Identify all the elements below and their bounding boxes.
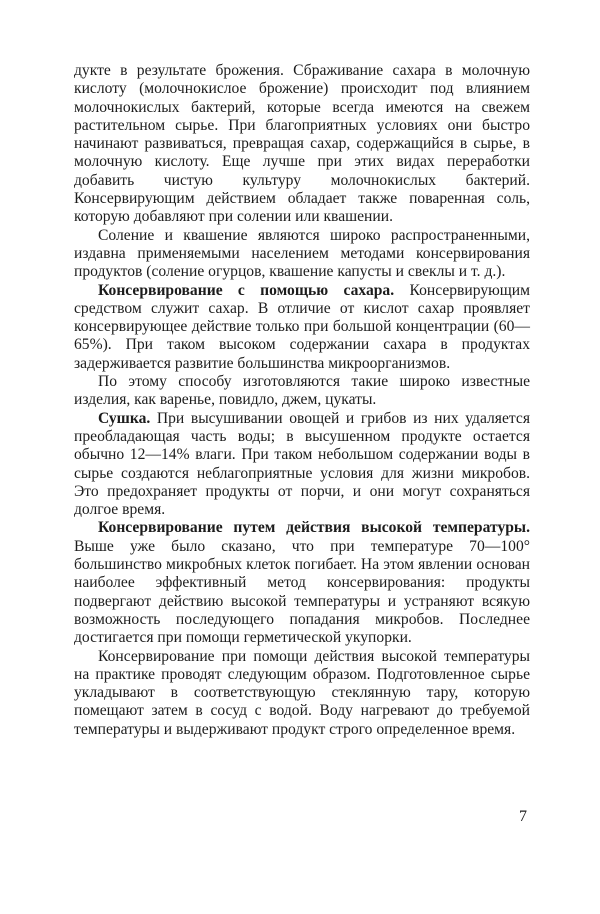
section-heading-heat: Консервирование путем действия высокой температуры.: [98, 519, 530, 537]
page-body: [74, 62, 530, 739]
paragraph-heat-preservation: [74, 519, 530, 647]
page-number: 7: [519, 808, 527, 825]
paragraph-text: Соление и квашение являются широко распространенными, издавна применяемыми населением методами консервирования продуктов (соление огурцов, квашение капусты и свеклы и т. д.).: [74, 226, 530, 281]
paragraph-salting: [74, 227, 530, 282]
paragraph-drying: [74, 410, 530, 520]
paragraph-text: Консервирование при помощи действия высокой температуры на практике проводят следующим образом. Подготовленное сырье укладывают в соответствующую стеклянную тару, которую помещают затем в сосуд с водой. Воду нагревают до требуемой температуры и выдерживают продукт строго определенное время.: [74, 647, 530, 738]
section-heading-sugar: Консервирование с помощью сахара.: [98, 281, 395, 299]
paragraph-lactic-fermentation: [74, 62, 530, 227]
paragraph-text: По этому способу изготовляются такие широко известные изделия, как варенье, повидло, джем, цукаты.: [74, 373, 530, 409]
paragraph-text: При высушивании овощей и грибов из них удаляется преобладающая часть воды; в высушенном продукте остается обычно 12—14% влаги. При таком небольшом содержании воды в сырье создаются неблагоприятные условия для жизни микробов. Это предохраняет продукты от порчи, и они могут сохраняться долгое время.: [74, 409, 530, 519]
paragraph-sugar-products: [74, 373, 530, 410]
paragraph-text: дукте в результате брожения. Сбраживание сахара в молочную кислоту (молочнокислое брожение) происходит под влиянием молочнокислых бактерий, которые всегда имеются на свежем растительном сырье. При благоприятных условиях они быстро начинают развиваться, превращая сахар, содержащийся в сырье, в молочную кислоту. Еще лучше при этих видах переработки добавить чистую культуру молочнокислых бактерий. Консервирующим действием обладает также поваренная соль, которую добавляют при солении или квашении.: [74, 62, 530, 226]
paragraph-sugar-preservation: [74, 282, 530, 373]
paragraph-text: Выше уже было сказано, что при температуре 70—100° большинство микробных клеток погибает. На этом явлении основан наиболее эффективный метод консервирования: продукты подвергают действию высокой температуры и устраняют всякую возможность последующего попадания микробов. Последнее достигается при помощи герметической укупорки.: [74, 537, 530, 647]
paragraph-heat-practice: [74, 648, 530, 739]
section-heading-drying: Сушка.: [98, 409, 151, 427]
paragraph-text: Консервирующим средством служит сахар. В отличие от кислот сахар проявляет консервирующее действие только при большой концентрации (60—65%). При таком высоком содержании сахара в продуктах задерживается развитие большинства микроорганизмов.: [74, 281, 531, 372]
